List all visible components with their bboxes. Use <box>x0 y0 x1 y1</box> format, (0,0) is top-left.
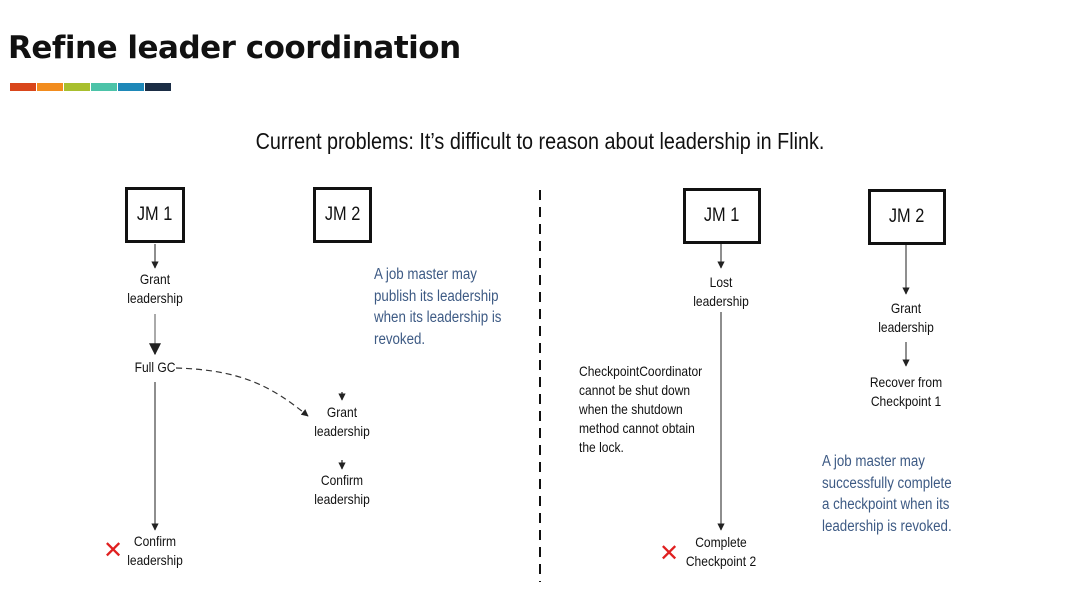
left-jm1-box <box>125 187 185 243</box>
left-jm1-label: JM 1 <box>137 204 173 225</box>
coordinator-note: CheckpointCoordinator cannot be shut down when the shutdown method cannot obtain the lock. <box>579 363 703 455</box>
right-jm1-box <box>683 188 761 244</box>
jm2-confirm-leadership-label: Confirm leadership <box>314 472 370 507</box>
jm2-grant-leadership-label: Grant leadership <box>314 404 370 439</box>
left-grant-leadership-label: Grant leadership <box>127 271 183 306</box>
recover-checkpoint-label: Recover from Checkpoint 1 <box>869 374 943 409</box>
subtitle: Current problems: It’s difficult to reason about leadership in Flink. <box>255 128 825 154</box>
left-jm2-box <box>313 187 372 243</box>
lost-leadership-label: Lost leadership <box>693 274 749 309</box>
left-confirm-leadership-label: Confirm leadership <box>127 533 183 568</box>
right-jm1-label: JM 1 <box>704 205 740 226</box>
fail-x-icon: ✕ <box>659 539 680 567</box>
full-gc-label: Full GC <box>134 359 176 375</box>
right-grant-leadership-label: Grant leadership <box>878 300 934 335</box>
dashed-arrow-fullgc-to-grant <box>176 368 308 416</box>
left-note: A job master may publish its leadership when its leadership is revoked. <box>374 266 502 348</box>
fail-x-icon: ✕ <box>103 536 124 564</box>
complete-checkpoint-label: Complete Checkpoint 2 <box>685 534 757 569</box>
right-note: A job master may successfully complete a checkpoint when its leadership is revoked. <box>822 453 952 535</box>
left-jm2-label: JM 2 <box>324 204 361 225</box>
right-jm2-box <box>868 189 946 245</box>
right-jm2-label: JM 2 <box>889 206 925 227</box>
slide-title: Refine leader coordination <box>8 30 461 66</box>
